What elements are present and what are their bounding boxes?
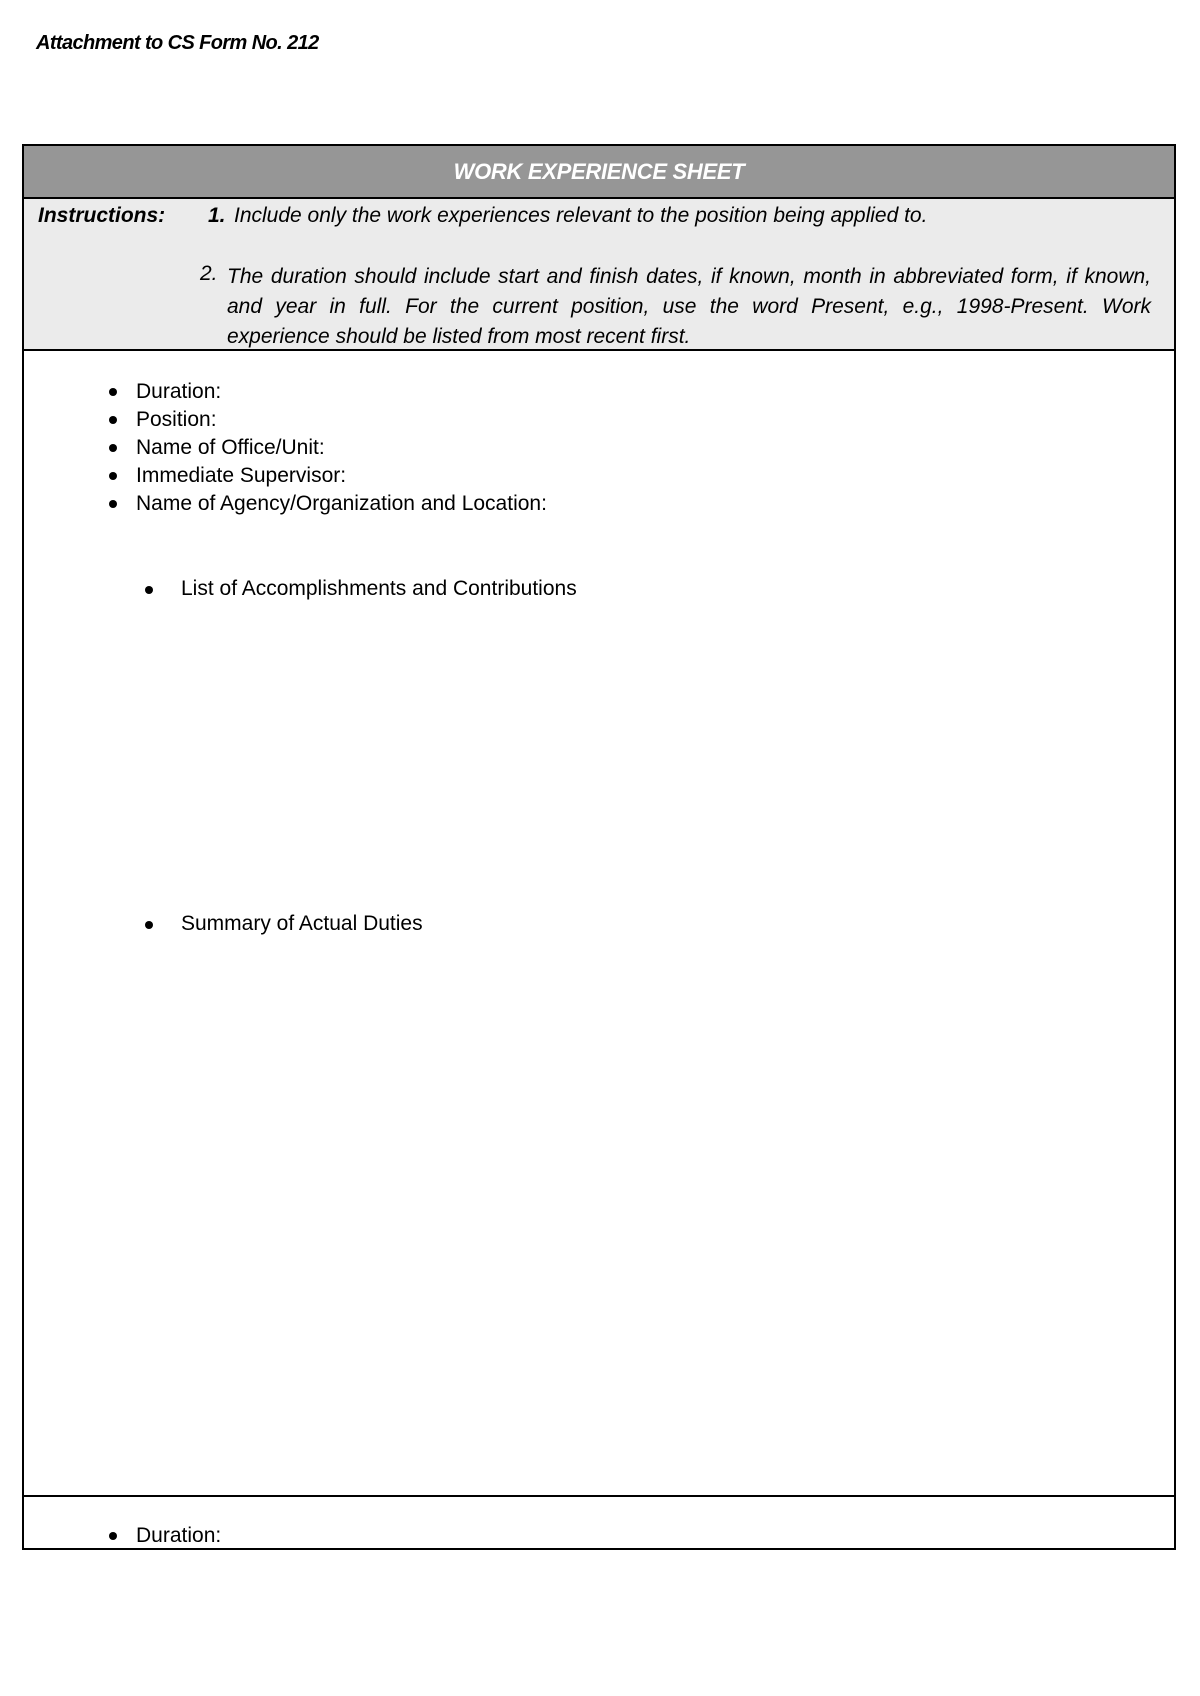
work-experience-entry-2 <box>24 1497 1174 1550</box>
bullet-icon <box>109 388 117 396</box>
field-immediate-supervisor-label: Immediate Supervisor: <box>136 464 347 487</box>
bullet-icon <box>109 444 117 452</box>
work-experience-sheet <box>22 144 1176 1550</box>
field-position <box>24 406 547 434</box>
work-experience-entry <box>24 351 1174 1497</box>
bullet-icon <box>109 472 117 480</box>
entry-field-list <box>24 378 547 518</box>
attachment-note: Attachment to CS Form No. 212 <box>36 32 319 54</box>
bullet-icon <box>109 500 117 508</box>
field-immediate-supervisor <box>24 462 547 490</box>
bullet-icon <box>145 586 153 594</box>
field-office-unit <box>24 434 547 462</box>
bullet-icon <box>109 1532 117 1540</box>
duties-heading <box>181 912 423 936</box>
bullet-icon <box>145 921 153 929</box>
duties-heading-label: Summary of Actual Duties <box>181 912 423 935</box>
instruction-2-number: 2. <box>200 262 218 285</box>
field-duration <box>24 378 547 406</box>
sheet-title: WORK EXPERIENCE SHEET <box>24 146 1174 199</box>
instruction-1-number: 1. <box>208 204 226 227</box>
entry-field-list <box>24 1522 221 1550</box>
accomplishments-heading-label: List of Accomplishments and Contributions <box>181 577 577 600</box>
instruction-1-text: Include only the work experiences relevant to the position being applied to. <box>234 204 928 227</box>
field-position-label: Position: <box>136 408 217 431</box>
field-office-unit-label: Name of Office/Unit: <box>136 436 325 459</box>
bullet-icon <box>109 416 117 424</box>
field-duration <box>24 1522 221 1550</box>
field-duration-label: Duration: <box>136 1524 222 1547</box>
instructions-box <box>24 199 1174 351</box>
instructions-label: Instructions: <box>38 204 166 227</box>
field-agency-location-label: Name of Agency/Organization and Location: <box>136 492 547 515</box>
instruction-2-text: The duration should include start and finish dates, if known, month in abbreviated form, if known, and year in full. For the current position, use the word Present, e.g., 1998-Present. Work experience should be listed from most recent first. <box>227 265 1151 348</box>
accomplishments-heading <box>181 577 577 601</box>
field-duration-label: Duration: <box>136 380 222 403</box>
field-agency-location <box>24 490 547 518</box>
